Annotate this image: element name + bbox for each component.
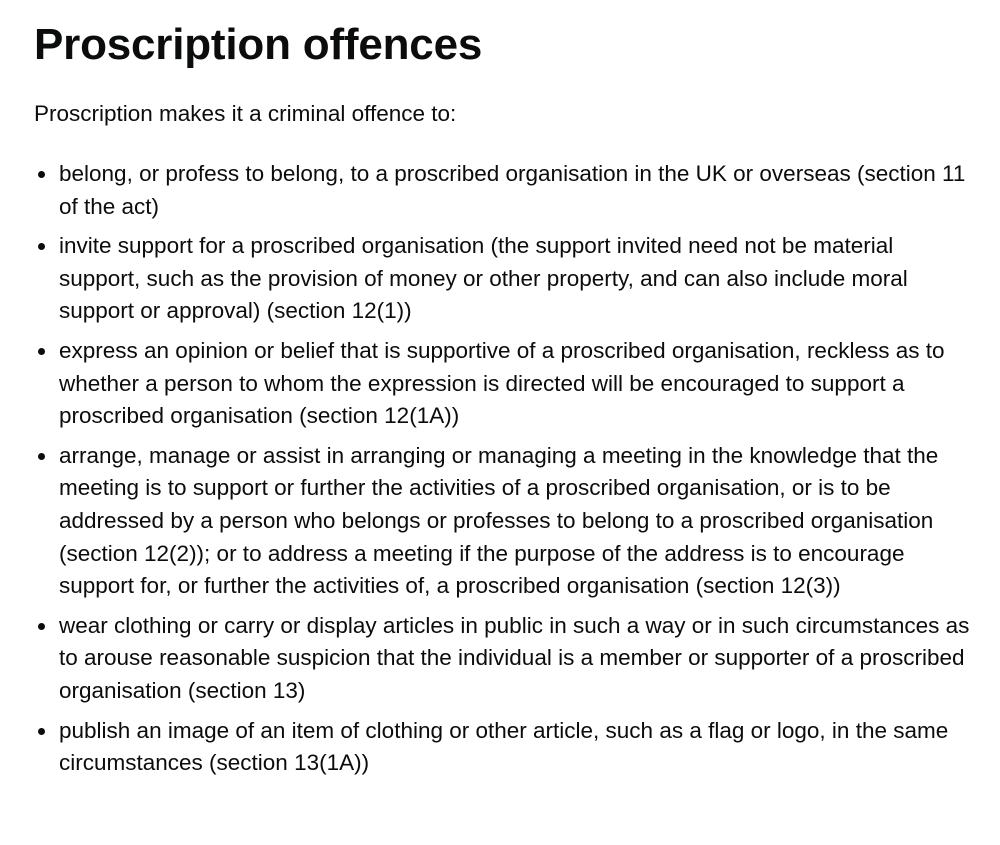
list-item-text: publish an image of an item of clothing or other article, such as a flag or logo, in the same circumstances (section 13(1A)) bbox=[59, 717, 949, 776]
list-item bbox=[34, 230, 970, 328]
list-item bbox=[34, 335, 970, 433]
list-item-text: invite support for a proscribed organisation (the support invited need not be material support, such as the provision of money or other property, and can also include moral support or approval) (section 12(1)) bbox=[59, 233, 908, 324]
bullet-icon bbox=[38, 243, 45, 250]
list-item bbox=[34, 610, 970, 708]
offence-list bbox=[34, 158, 970, 780]
list-item-text: arrange, manage or assist in arranging or managing a meeting in the knowledge that the meeting is to support or further the activities of a proscribed organisation, or is to be addressed by a person who belongs or professes to belong to a proscribed organisation (section 12(2)); or to address a meeting if the purpose of the address is to encourage support for, or further the activities of, a proscribed organisation (section 12(3)) bbox=[59, 442, 939, 599]
bullet-icon bbox=[38, 623, 45, 630]
list-item-text: wear clothing or carry or display articles in public in such a way or in such circumstances as to arouse reasonable suspicion that the individual is a member or supporter of a proscribed organisation (section 13) bbox=[59, 612, 970, 703]
page-title: Proscription offences bbox=[34, 20, 483, 69]
bullet-icon bbox=[38, 171, 45, 178]
bullet-icon bbox=[38, 728, 45, 735]
bullet-icon bbox=[38, 453, 45, 460]
list-item-text: belong, or profess to belong, to a proscribed organisation in the UK or overseas (section 11 of the act) bbox=[59, 161, 966, 219]
intro-text: Proscription makes it a criminal offence to: bbox=[34, 101, 457, 126]
list-item-text: express an opinion or belief that is supportive of a proscribed organisation, reckless as to whether a person to whom the expression is directed will be encouraged to support a proscribed organisation (section 12(1A)) bbox=[59, 337, 945, 429]
list-item bbox=[34, 158, 970, 223]
bullet-icon bbox=[38, 348, 45, 355]
list-item bbox=[34, 440, 970, 603]
list-item bbox=[34, 715, 970, 780]
